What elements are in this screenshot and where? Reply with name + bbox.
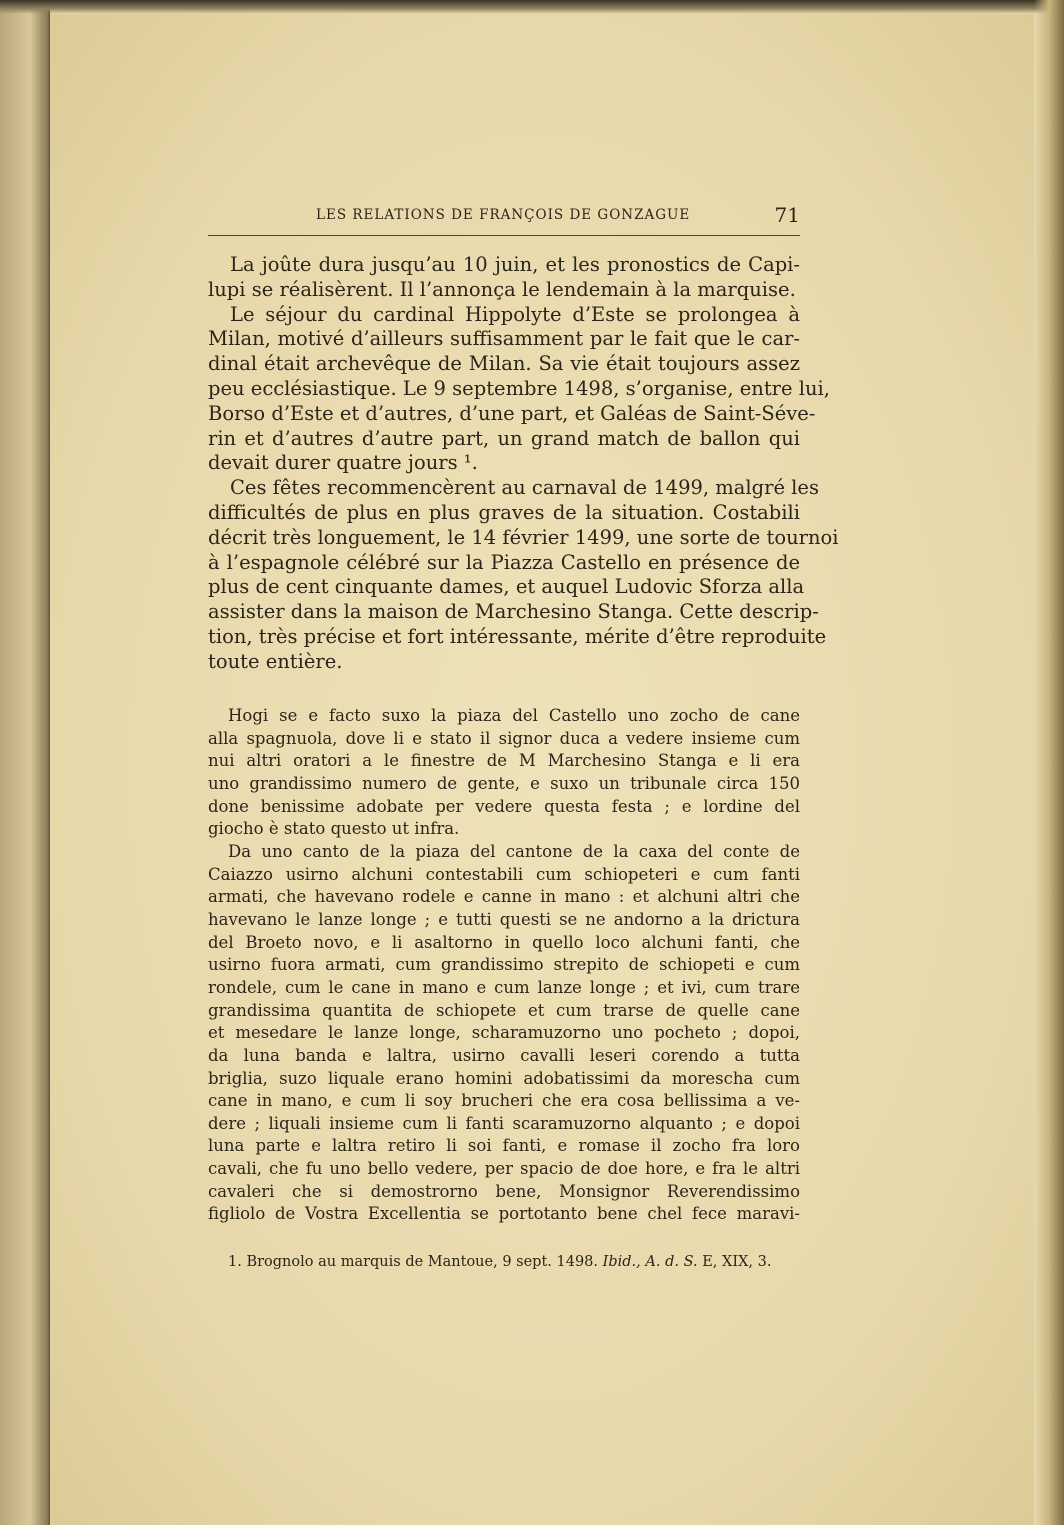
text-line: armati, che havevano rodele e canne in mano : et alchuni altri che (208, 887, 800, 907)
text-line: La joûte dura jusqu’au 10 juin, et les pronostics de Capi- (230, 253, 800, 276)
text-line: décrit très longuement, le 14 février 1499, une sorte de tournoi (208, 525, 839, 549)
footnote (228, 1254, 771, 1270)
header-rule (208, 235, 800, 236)
text-line: et mesedare le lanze longe, scharamuzorno uno pocheto ; dopoi, (208, 1023, 800, 1043)
running-title: LES RELATIONS DE FRANÇOIS DE GONZAGUE (316, 207, 691, 223)
text-line: Milan, motivé d’ailleurs suffisamment par le fait que le car- (208, 327, 800, 351)
text-line: cavaleri che si demostrorno bene, Monsignor Reverendissimo (208, 1181, 800, 1201)
text-line: à l’espagnole célébré sur la Piazza Castello en présence de (208, 550, 800, 574)
text-line: Borso d’Este et d’autres, d’une part, et Galéas de Saint-Séve- (208, 401, 816, 425)
text-line: usirno fuora armati, cum grandissimo strepito de schiopeti e cum (208, 955, 800, 975)
text-line: da luna banda e laltra, usirno cavalli leseri corendo a tutta (208, 1045, 800, 1065)
text-line: tion, très précise et fort intéressante, mérite d’être reproduite (208, 624, 827, 648)
text-line: toute entière. (208, 649, 343, 673)
text-line: Da uno canto de la piaza del cantone de la caxa del conte de (228, 841, 800, 861)
text-line: peu ecclésiastique. Le 9 septembre 1498, s’organise, entre lui, (208, 376, 830, 400)
text-line: cane in mano, e cum li soy brucheri che era cosa bellissima a ve- (208, 1091, 800, 1111)
text-line: Hogi se e facto suxo la piaza del Castello uno zocho de cane (228, 706, 800, 725)
text-line: giocho è stato questo ut infra. (208, 819, 460, 839)
text-line: rondele, cum le cane in mano e cum lanze longe ; et ivi, cum trare (208, 977, 800, 997)
text-line: alla spagnuola, dove li e stato il signor duca a vedere insieme cum (208, 728, 800, 748)
text-line: difficultés de plus en plus graves de la situation. Costabili (208, 500, 800, 524)
text-line: del Broeto novo, e li asaltorno in quello loco alchuni fanti, che (208, 932, 800, 952)
page-number: 71 (774, 203, 800, 227)
footnote-rest: E, XIX, 3. (702, 1254, 772, 1270)
quoted-letter (208, 705, 800, 1226)
page-header (208, 203, 800, 229)
text-line: uno grandissimo numero de gente, e suxo un tribunale circa 150 (208, 773, 800, 793)
text-line: rin et d’autres d’autre part, un grand match de ballon qui (208, 426, 800, 450)
text-line: done benissime adobate per vedere questa festa ; e lordine del (208, 796, 800, 816)
text-line: luna parte e laltra retiro li soi fanti, e romase il zocho fra loro (208, 1136, 800, 1156)
footnote-text: Brognolo au marquis de Mantoue, 9 sept. 1498. (246, 1254, 599, 1270)
page-top-edge (0, 0, 1064, 14)
text-line: dere ; liquali insieme cum li fanti scaramuzorno alquanto ; e dopoi (208, 1113, 800, 1133)
footnote-italic: Ibid., A. d. S. (602, 1254, 698, 1270)
text-line: devait durer quatre jours ¹. (208, 451, 478, 475)
text-line: figliolo de Vostra Excellentia se portotanto bene chel fece maravi- (208, 1204, 800, 1224)
footnote-number: 1. (228, 1254, 242, 1270)
text-line: Caiazzo usirno alchuni contestabili cum schiopeteri e cum fanti (208, 864, 800, 884)
text-line: nui altri oratori a le finestre de M Marchesino Stanga e li era (208, 751, 800, 771)
book-gutter (0, 0, 50, 1525)
text-line: dinal était archevêque de Milan. Sa vie était toujours assez (208, 352, 800, 376)
text-line: lupi se réalisèrent. Il l’annonça le lendemain à la marquise. (208, 277, 796, 301)
text-line: plus de cent cinquante dames, et auquel Ludovic Sforza alla (208, 575, 805, 599)
text-line: grandissima quantita de schiopete et cum trarse de quelle cane (208, 1000, 800, 1020)
text-line: assister dans la maison de Marchesino Stanga. Cette descrip- (208, 600, 819, 624)
text-line: Le séjour du cardinal Hippolyte d’Este se prolongea à (230, 302, 800, 326)
text-line: cavali, che fu uno bello vedere, per spacio de doe hore, e fra le altri (208, 1159, 800, 1179)
text-line: briglia, suzo liquale erano homini adobatissimi da morescha cum (208, 1068, 800, 1088)
text-line: Ces fêtes recommencèrent au carnaval de 1499, malgré les (230, 476, 819, 500)
text-line: havevano le lanze longe ; e tutti questi se ne andorno a la drictura (208, 909, 800, 929)
main-text (208, 253, 839, 675)
page-right-edge (1034, 0, 1064, 1525)
